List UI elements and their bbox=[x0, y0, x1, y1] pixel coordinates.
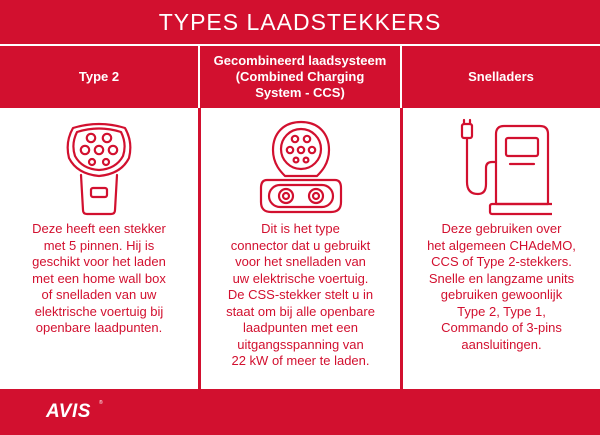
column-type2 bbox=[0, 108, 198, 389]
column-heading-snelladers: Snelladers bbox=[468, 69, 534, 84]
description-snelladers: Deze gebruiken over het algemeen CHAdeMO, CCS of Type 2-stekkers. Snelle en langzame units gebruiken gewoonlijk Type 2, Type 1, Commando of 3-pins aansluitingen. bbox=[427, 221, 576, 352]
footer-bar bbox=[0, 389, 600, 435]
column-snelladers bbox=[403, 108, 600, 389]
description-ccs: Dit is het type connector dat u gebruikt voor het snelladen van uw elektrische voertuig. De CSS-stekker stelt u in staat om bij alle openbare laadpunten met een uitgangsspanning van 22 kW of meer te laden. bbox=[226, 221, 375, 368]
description-type2: Deze heeft een stekker met 5 pinnen. Hij is geschikt voor het laden met een home wall box of snelladen van uw elektrische voertuig bij openbare laadpunten. bbox=[32, 221, 166, 335]
column-headers bbox=[0, 46, 600, 108]
page-title: TYPES LAADSTEKKERS bbox=[158, 8, 442, 35]
type2-plug-icon bbox=[59, 118, 139, 216]
column-heading-ccs: Gecombineerd laadsysteem (Combined Charging System - CCS) bbox=[213, 53, 387, 100]
avis-logo: AVIS bbox=[46, 401, 91, 422]
charging-station-icon bbox=[452, 118, 552, 216]
title-bar bbox=[0, 0, 600, 44]
ccs-connector-icon bbox=[259, 118, 343, 216]
column-heading-type2: Type 2 bbox=[78, 69, 120, 84]
column-ccs bbox=[201, 108, 400, 389]
registered-mark: ® bbox=[99, 400, 103, 406]
